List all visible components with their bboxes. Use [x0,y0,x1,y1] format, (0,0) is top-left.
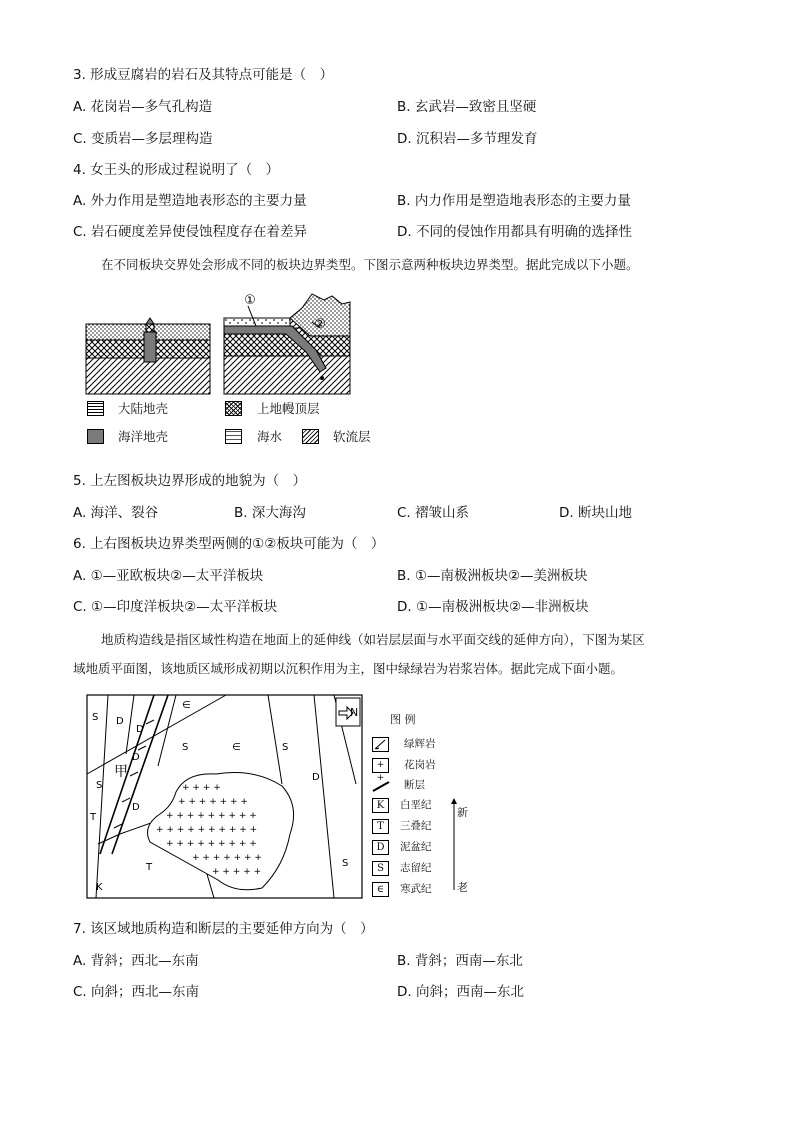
cambrian-swatch: ∈ [372,882,389,897]
svg-text:+ + + + +: + + + + + [212,867,262,877]
q3-option-a[interactable]: A. 花岗岩—多气孔构造 [73,99,213,115]
cretaceous-swatch: K [372,798,389,813]
q7-option-d[interactable]: D. 向斜；西南—东北 [397,984,524,1000]
legend-silurian: 志留纪 [400,862,432,874]
geo-label-s5: S [342,858,349,869]
geo-label-k1: K [96,882,103,893]
geological-map [86,694,364,900]
granite-swatch: + + [372,758,389,773]
legend-devonian: 泥盆纪 [400,841,432,853]
intro-geo-map-line1: 地质构造线是指区域性构造在地面上的延伸线（如岩层层面与水平面交线的延伸方向），下图为某区 [101,632,645,647]
geo-label-d5: D [132,802,140,813]
q5-stem: 5. 上左图板块边界形成的地貌为（ ） [73,473,307,489]
q6-option-c[interactable]: C. ①—印度洋板块②—太平洋板块 [73,599,278,615]
plate-boundary-figure [80,288,380,400]
q6-option-b[interactable]: B. ①—南极洲板块②—美洲板块 [397,568,588,584]
svg-text:+ + + + + + +: + + + + + + + [192,853,262,863]
legend-granite: 花岗岩 [404,759,436,771]
legend-diabase: 绿辉岩 [404,738,436,750]
geo-label-t2: T [146,862,153,873]
plate-label-1: ① [244,293,256,308]
geo-label-s4: S [96,780,103,791]
q7-stem: 7. 该区域地质构造和断层的主要延伸方向为（ ） [73,921,374,937]
q4-option-a[interactable]: A. 外力作用是塑造地表形态的主要力量 [73,193,307,209]
q6-option-a[interactable]: A. ①—亚欧板块②—太平洋板块 [73,568,264,584]
continental-crust-swatch [87,401,104,416]
diabase-symbol-icon [373,738,388,751]
legend-cambrian: 寒武纪 [400,883,432,895]
age-new-label: 新 [457,806,468,819]
geo-label-s2: S [182,742,189,753]
diabase-swatch [372,737,389,752]
svg-text:+ + + + + + + + +: + + + + + + + + + [166,839,257,849]
silurian-swatch: S [372,861,389,876]
q3-option-d[interactable]: D. 沉积岩—多节理发育 [397,131,538,147]
devonian-swatch: D [372,840,389,855]
geo-label-d4: D [312,772,320,783]
legend-asthenosphere: 软流层 [333,429,371,444]
q5-option-a[interactable]: A. 海洋、裂谷 [73,505,159,521]
north-indicator: N [350,706,359,719]
legend-seawater: 海水 [257,429,283,444]
svg-text:+ + + +: + + + + [182,783,221,793]
q5-option-b[interactable]: B. 深大海沟 [234,505,306,521]
svg-text:+ + + + + + + + +: + + + + + + + + + [166,811,257,821]
q3-stem: 3. 形成豆腐岩的岩石及其特点可能是（ ） [73,67,334,83]
q4-option-d[interactable]: D. 不同的侵蚀作用都具有明确的选择性 [397,224,632,240]
intro-plate-boundaries: 在不同板块交界处会形成不同的板块边界类型。下图示意两种板块边界类型。据此完成以下小题。 [101,257,639,272]
oceanic-crust-swatch [87,429,104,444]
q5-option-c[interactable]: C. 褶皱山系 [397,505,470,521]
q6-option-d[interactable]: D. ①—南极洲板块②—非洲板块 [397,599,589,615]
triassic-swatch: T [372,819,389,834]
geo-label-jia: 甲 [114,764,128,780]
q3-option-b[interactable]: B. 玄武岩—致密且坚硬 [397,99,537,115]
geo-label-c2: ∈ [232,742,241,753]
geo-label-d1: D [116,716,124,727]
svg-text:+ + + + + + +: + + + + + + + [178,797,248,807]
legend-fault: 断层 [404,779,425,791]
plate-label-2: ② [314,317,326,332]
q7-option-b[interactable]: B. 背斜；西南—东北 [397,953,523,969]
legend-continental-crust: 大陆地壳 [118,401,169,416]
q3-option-c[interactable]: C. 变质岩—多层理构造 [73,131,213,147]
q4-option-c[interactable]: C. 岩石硬度差异使侵蚀程度存在着差异 [73,224,308,240]
seawater-swatch [225,429,242,444]
geo-label-d2: D [136,724,144,735]
upper-mantle-swatch [225,401,242,416]
q6-stem: 6. 上右图板块边界类型两侧的①②板块可能为（ ） [73,536,385,552]
divergent-boundary-block [86,318,210,394]
age-old-label: 老 [457,881,468,894]
geo-label-d3: D [132,752,140,763]
legend-oceanic-crust: 海洋地壳 [118,429,169,444]
geo-label-c1: ∈ [182,700,191,711]
q7-option-a[interactable]: A. 背斜；西北—东南 [73,953,199,969]
fault-symbol-icon [372,779,390,793]
intro-geo-map-line2: 域地质平面图，该地质区域形成初期以沉积作用为主，图中绿绿岩为岩浆岩体。据此完成下面小题。 [73,661,624,676]
q7-option-c[interactable]: C. 向斜；西北—东南 [73,984,200,1000]
svg-text:+ + + + + + + + + +: + + + + + + + + + + [156,825,258,835]
legend-triassic: 三叠纪 [400,820,432,832]
geo-legend-title: 图 例 [390,713,416,726]
geo-label-t1: T [90,812,97,823]
q4-option-b[interactable]: B. 内力作用是塑造地表形态的主要力量 [397,193,631,209]
convergent-boundary-block [224,294,350,394]
legend-upper-mantle: 上地幔顶层 [257,401,320,416]
q4-stem: 4. 女王头的形成过程说明了（ ） [73,162,280,178]
q5-option-d[interactable]: D. 断块山地 [559,505,632,521]
asthenosphere-swatch [302,429,319,444]
legend-cretaceous: 白垩纪 [400,799,432,811]
geo-label-s1: S [92,712,99,723]
geo-label-s3: S [282,742,289,753]
